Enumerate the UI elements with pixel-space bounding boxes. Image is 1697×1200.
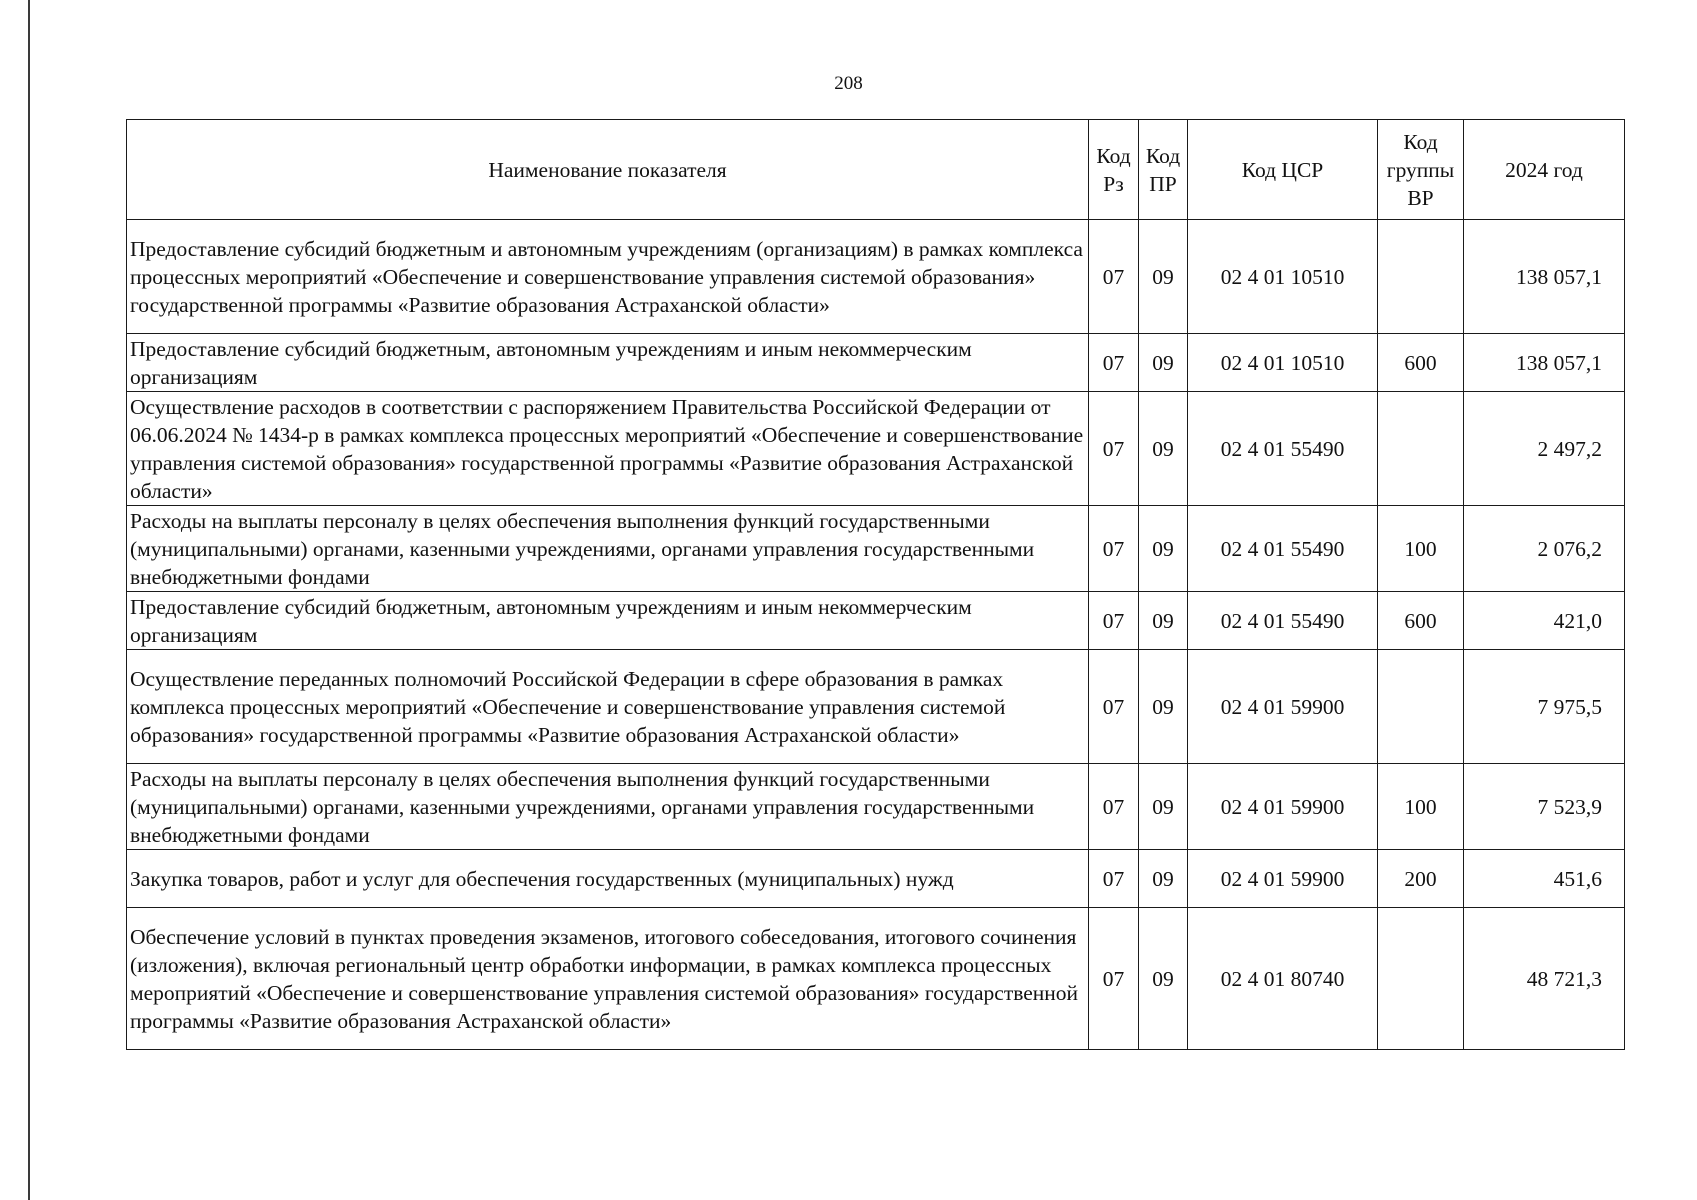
table-row [127,592,1625,650]
row-pr: 09 [1139,220,1188,334]
row-amount: 138 057,1 [1464,334,1625,392]
row-rz: 07 [1089,592,1139,650]
scan-edge-line [28,0,30,1200]
row-amount: 421,0 [1464,592,1625,650]
row-vr: 600 [1378,592,1464,650]
row-amount: 2 076,2 [1464,506,1625,592]
row-pr: 09 [1139,592,1188,650]
header-year: 2024 год [1464,120,1625,220]
row-name: Предоставление субсидий бюджетным, автономным учреждениям и иным некоммерческим организациям [127,592,1089,650]
row-name: Осуществление расходов в соответствии с распоряжением Правительства Российской Федерации от 06.06.2024 № 1434-р в рамках комплекса процессных мероприятий «Обеспечение и совершенствование управления системой образования» государственной программы «Развитие образования Астраханской области» [127,392,1089,506]
row-name: Предоставление субсидий бюджетным, автономным учреждениям и иным некоммерческим организациям [127,334,1089,392]
header-vr-line1: Код [1403,129,1438,154]
row-name: Закупка товаров, работ и услуг для обеспечения государственных (муниципальных) нужд [127,850,1089,908]
row-rz: 07 [1089,850,1139,908]
row-csr: 02 4 01 80740 [1188,908,1378,1050]
row-csr: 02 4 01 55490 [1188,392,1378,506]
table-row [127,650,1625,764]
row-pr: 09 [1139,908,1188,1050]
row-amount: 7 975,5 [1464,650,1625,764]
row-pr: 09 [1139,850,1188,908]
row-name: Расходы на выплаты персоналу в целях обеспечения выполнения функций государственными (муниципальными) органами, казенными учреждениями, органами управления государственными внебюджетными фондами [127,764,1089,850]
row-vr: 100 [1378,506,1464,592]
row-amount: 451,6 [1464,850,1625,908]
row-rz: 07 [1089,392,1139,506]
row-csr: 02 4 01 59900 [1188,764,1378,850]
row-rz: 07 [1089,334,1139,392]
table-row [127,764,1625,850]
row-vr: 100 [1378,764,1464,850]
row-csr: 02 4 01 55490 [1188,506,1378,592]
row-pr: 09 [1139,334,1188,392]
header-vr-line2: группы [1386,157,1455,182]
header-rz-line2: Рз [1103,171,1124,196]
row-amount: 2 497,2 [1464,392,1625,506]
row-amount: 7 523,9 [1464,764,1625,850]
table-row [127,908,1625,1050]
row-pr: 09 [1139,650,1188,764]
row-csr: 02 4 01 10510 [1188,334,1378,392]
row-amount: 138 057,1 [1464,220,1625,334]
row-name: Осуществление переданных полномочий Российской Федерации в сфере образования в рамках комплекса процессных мероприятий «Обеспечение и совершенствование управления системой образования» государственной программы «Развитие образования Астраханской области» [127,650,1089,764]
row-amount: 48 721,3 [1464,908,1625,1050]
row-name: Предоставление субсидий бюджетным и автономным учреждениям (организациям) в рамках комплекса процессных мероприятий «Обеспечение и совершенствование управления системой образования» государственной программы «Развитие образования Астраханской области» [127,220,1089,334]
header-pr-line2: ПР [1149,171,1177,196]
table-row [127,850,1625,908]
header-rz-line1: Код [1096,143,1131,168]
row-name: Обеспечение условий в пунктах проведения экзаменов, итогового собеседования, итогового сочинения (изложения), включая региональный центр обработки информации, в рамках комплекса процессных мероприятий «Обеспечение и совершенствование управления системой образования» государственной программы «Развитие образования Астраханской области» [127,908,1089,1050]
row-rz: 07 [1089,220,1139,334]
row-vr [1378,220,1464,334]
table-row [127,220,1625,334]
row-vr: 200 [1378,850,1464,908]
row-vr [1378,650,1464,764]
row-name: Расходы на выплаты персоналу в целях обеспечения выполнения функций государственными (муниципальными) органами, казенными учреждениями, органами управления государственными внебюджетными фондами [127,506,1089,592]
row-pr: 09 [1139,392,1188,506]
header-name: Наименование показателя [127,120,1089,220]
row-pr: 09 [1139,506,1188,592]
row-rz: 07 [1089,506,1139,592]
row-csr: 02 4 01 55490 [1188,592,1378,650]
header-vr-line3: ВР [1407,185,1434,210]
header-pr [1139,120,1188,220]
row-rz: 07 [1089,764,1139,850]
header-rz [1089,120,1139,220]
row-csr: 02 4 01 59900 [1188,650,1378,764]
row-pr: 09 [1139,764,1188,850]
header-csr: Код ЦСР [1188,120,1378,220]
table-header-row [127,120,1625,220]
table-row [127,392,1625,506]
table-row [127,334,1625,392]
row-csr: 02 4 01 59900 [1188,850,1378,908]
row-vr: 600 [1378,334,1464,392]
row-rz: 07 [1089,650,1139,764]
row-csr: 02 4 01 10510 [1188,220,1378,334]
row-vr [1378,392,1464,506]
table-row [127,506,1625,592]
row-rz: 07 [1089,908,1139,1050]
header-vr [1378,120,1464,220]
header-pr-line1: Код [1145,143,1181,168]
budget-table [126,119,1625,1050]
page-number: 208 [834,73,863,94]
row-vr [1378,908,1464,1050]
